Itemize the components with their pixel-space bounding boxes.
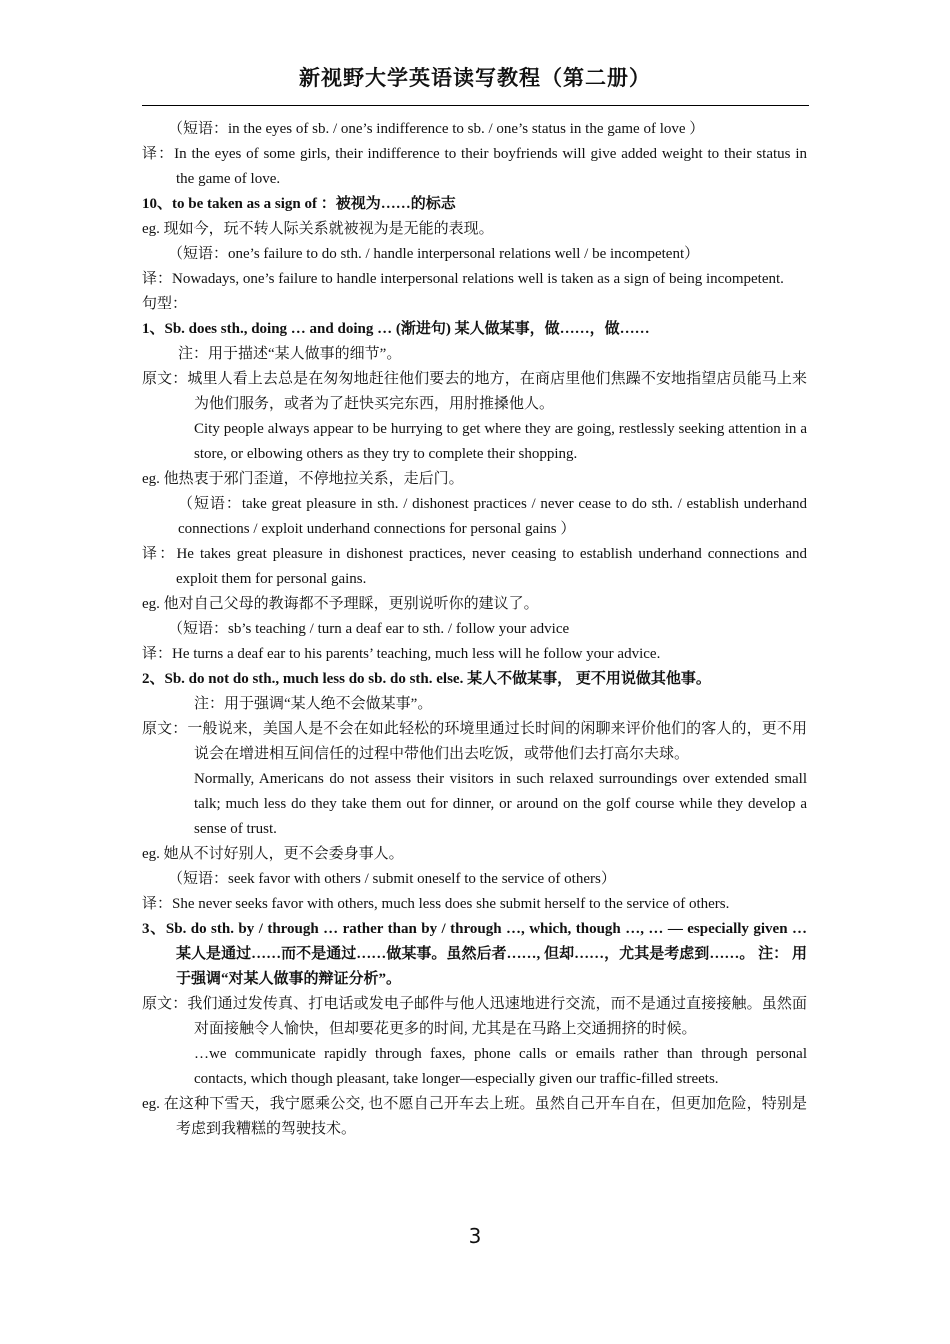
phrase-hint: （短语：sb’s teaching / turn a deaf ear to sth. / follow your advice — [168, 621, 570, 637]
page-content — [142, 117, 807, 1142]
phrase-hint: （短语：seek favor with others / submit oneself to the service of others） — [168, 871, 616, 887]
example: eg. 她从不讨好别人，更不会委身事人。 — [142, 846, 404, 862]
header-rule — [142, 105, 809, 106]
original-text: 原文：我们通过发传真、打电话或发电子邮件与他人迅速地进行交流，而不是通过直接接触。虽然面对面接触令人愉快，但却要花更多的时间, 尤其是在马路上交通拥挤的时候。 — [142, 996, 807, 1037]
original-text-english: …we communicate rapidly through faxes, phone calls or emails rather than through personal contacts, which though pleasant, take longer—especially given our traffic-filled streets. — [194, 1046, 807, 1087]
item-heading: 10、to be taken as a sign of ：被视为……的标志 — [142, 196, 456, 212]
original-text-english: Normally, Americans do not assess their visitors in such relaxed surroundings over extended small talk; much less do they take them out for dinner, or around on the golf course while they develop a sense of trust. — [194, 771, 807, 837]
pattern-heading: 1、Sb. does sth., doing … and doing … (渐进句) 某人做某事，做……，做…… — [142, 321, 650, 337]
pattern-note: 注：用于描述“某人做事的细节”。 — [178, 346, 402, 362]
translation: 译：In the eyes of some girls, their indifference to their boyfriends will give added weight to their status in the game of love. — [142, 146, 807, 187]
example: eg. 他对自己父母的教诲都不予理睬，更别说听你的建议了。 — [142, 596, 539, 612]
phrase-hint: （短语：one’s failure to do sth. / handle interpersonal relations well / be incompetent） — [168, 246, 700, 262]
translation: 译：She never seeks favor with others, much less does she submit herself to the service of others. — [142, 896, 730, 912]
example: eg. 他热衷于邪门歪道，不停地拉关系，走后门。 — [142, 471, 464, 487]
translation: 译：Nowadays, one’s failure to handle interpersonal relations well is taken as a sign of being incompetent. — [142, 271, 784, 287]
page-number: 3 — [468, 1224, 482, 1248]
original-text: 原文：一般说来，美国人是不会在如此轻松的环境里通过长时间的闲聊来评价他们的客人的，更不用说会在增进相互间信任的过程中带他们出去吃饭，或带他们去打高尔夫球。 — [142, 721, 807, 762]
phrase-hint: （短语：in the eyes of sb. / one’s indifference to sb. / one’s status in the game of love ） — [168, 121, 705, 137]
pattern-note: 注：用于强调“某人绝不会做某事”。 — [194, 696, 433, 712]
pattern-heading: 3、Sb. do sth. by / through … rather than by / through …, which, though …, … — especially given … 某人是通过……而不是通过……做某事。虽然后者……, 但却……，尤其是考虑到……。 注： 用于强调“对某人做事的辩证分析”。 — [142, 921, 807, 987]
phrase-hint: （短语：take great pleasure in sth. / dishonest practices / never cease to do sth. / establish underhand connections / exploit underhand connections for personal gains ） — [178, 496, 807, 537]
example: eg. 在这种下雪天，我宁愿乘公交, 也不愿自己开车去上班。虽然自己开车自在，但更加危险，特别是考虑到我糟糕的驾驶技术。 — [142, 1096, 807, 1137]
pattern-heading: 2、Sb. do not do sth., much less do sb. do sth. else. 某人不做某事， 更不用说做其他事。 — [142, 671, 711, 687]
translation: 译：He turns a deaf ear to his parents’ teaching, much less will he follow your advice. — [142, 646, 661, 662]
original-text-english: City people always appear to be hurrying to get where they are going, restlessly seeking attention in a store, or elbowing others as they try to complete their shopping. — [194, 421, 807, 462]
example: eg. 现如今，玩不转人际关系就被视为是无能的表现。 — [142, 221, 494, 237]
original-text: 原文：城里人看上去总是在匆匆地赶往他们要去的地方，在商店里他们焦躁不安地指望店员能马上来为他们服务，或者为了赶快买完东西，用肘推搡他人。 — [142, 371, 807, 412]
section-label: 句型： — [142, 296, 188, 312]
page-title: 新视野大学英语读写教程（第二册） — [299, 66, 651, 90]
translation: 译：He takes great pleasure in dishonest practices, never ceasing to establish underhand connections and exploit them for personal gains. — [142, 546, 807, 587]
